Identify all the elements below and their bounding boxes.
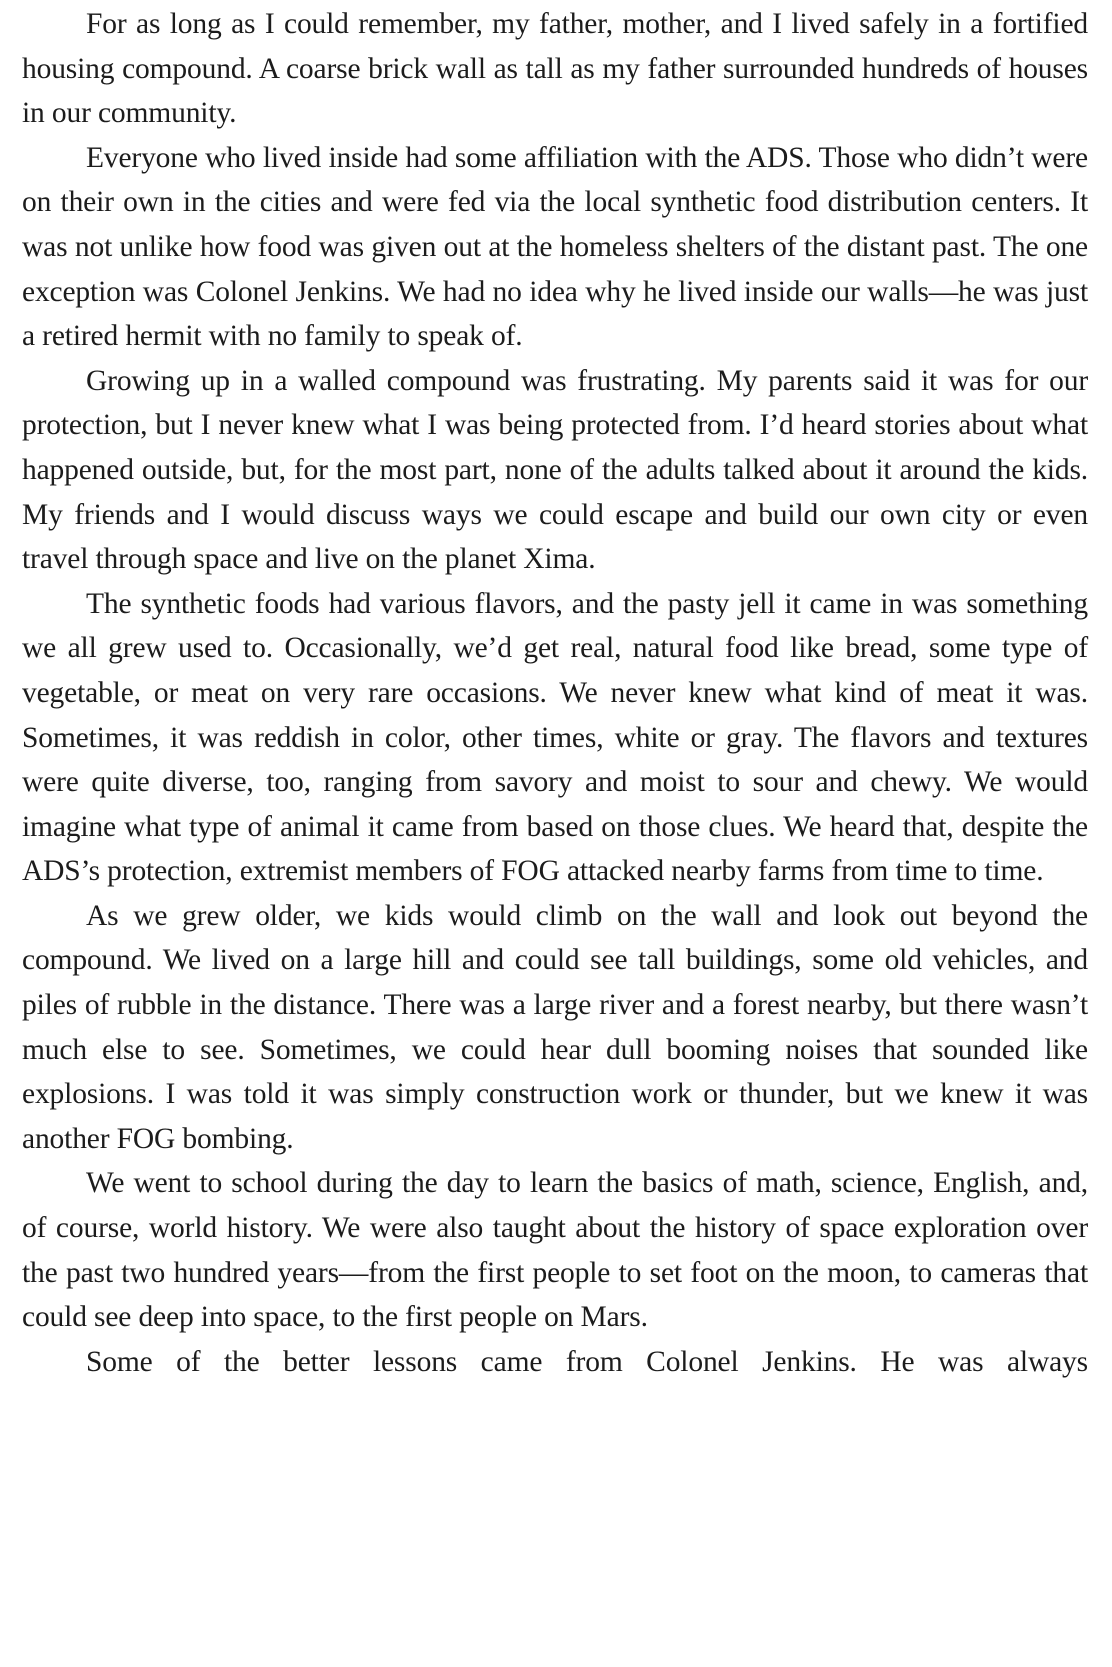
paragraph-colonel-jenkins: Some of the better lessons came from Colonel Jenkins. He was always xyxy=(86,1345,1088,1378)
paragraph-compound: For as long as I could remember, my father, mother, and I lived safely in a fortified housing compound. A coarse brick wall as tall as my father surrounded hundreds of houses in our community. xyxy=(22,8,1088,130)
paragraph-ads-affiliation: Everyone who lived inside had some affiliation with the ADS. Those who didn’t were on their own in the cities and were fed via the local synthetic food distribution centers. It was not unlike how food was given out at the homeless shelters of the distant past. The one exception was Colonel Jenkins. We had no idea why he lived inside our walls—he was just a retired hermit with no family to speak of. xyxy=(22,141,1088,353)
paragraph-climbing-wall: As we grew older, we kids would climb on the wall and look out beyond the compound. We lived on a large hill and could see tall buildings, some old vehicles, and piles of rubble in the distance. There was a large river and a forest nearby, but there wasn’t much else to see. Sometimes, we could hear dull booming noises that sounded like explosions. I was told it was simply construction work or thunder, but we knew it was another FOG bombing. xyxy=(22,899,1088,1155)
document-page xyxy=(22,2,1088,1384)
paragraph-walled-compound: Growing up in a walled compound was frustrating. My parents said it was for our protection, but I never knew what I was being protected from. I’d heard stories about what happened outside, but, for the most part, none of the adults talked about it around the kids. My friends and I would discuss ways we could escape and build our own city or even travel through space and live on the planet Xima. xyxy=(22,364,1088,576)
paragraph-school: We went to school during the day to learn the basics of math, science, English, and, of course, world history. We were also taught about the history of space exploration over the past two hundred years—from the first people to set foot on the moon, to cameras that could see deep into space, to the first people on Mars. xyxy=(22,1167,1088,1334)
paragraph-synthetic-foods: The synthetic foods had various flavors, and the pasty jell it came in was something we all grew used to. Occasionally, we’d get real, natural food like bread, some type of vegetable, or meat on very rare occasions. We never knew what kind of meat it was. Sometimes, it was reddish in color, other times, white or gray. The flavors and textures were quite diverse, too, ranging from savory and moist to sour and chewy. We would imagine what type of animal it came from based on those clues. We heard that, despite the ADS’s protection, extremist members of FOG attacked nearby farms from time to time. xyxy=(22,587,1088,888)
